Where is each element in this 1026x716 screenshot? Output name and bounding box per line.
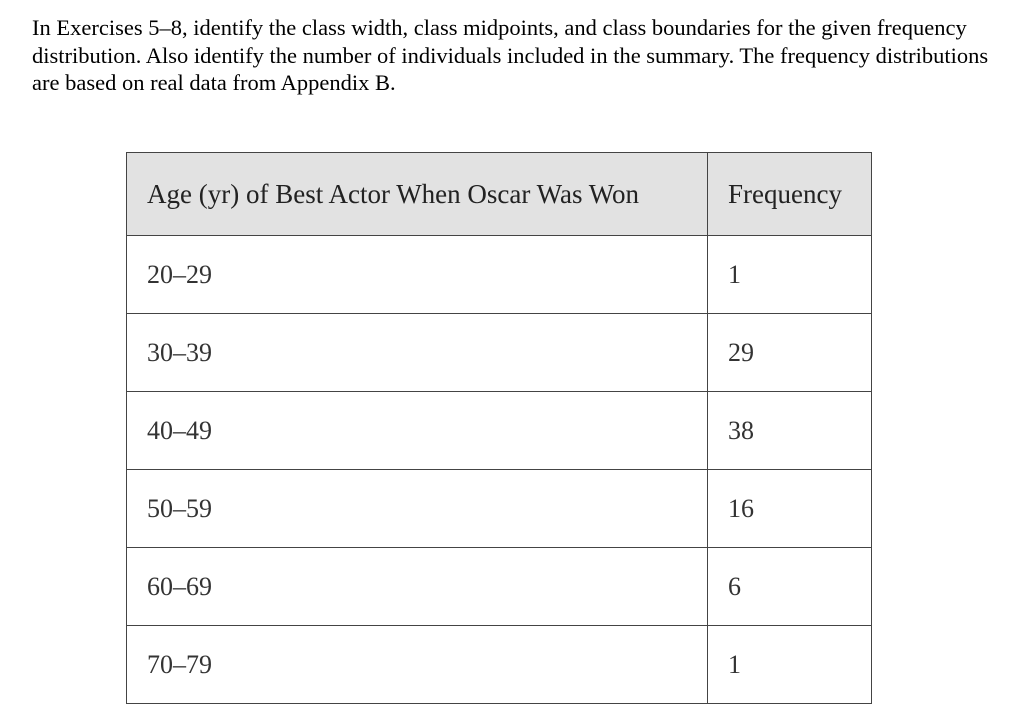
frequency-column-header: Frequency	[708, 153, 872, 236]
frequency-cell: 1	[708, 626, 872, 704]
age-class-cell: 20–29	[127, 236, 708, 314]
table-row	[127, 236, 872, 314]
age-class-cell: 30–39	[127, 314, 708, 392]
table-header-row	[127, 153, 872, 236]
frequency-cell: 1	[708, 236, 872, 314]
table-row	[127, 626, 872, 704]
frequency-cell: 6	[708, 548, 872, 626]
age-class-cell: 40–49	[127, 392, 708, 470]
age-class-cell: 70–79	[127, 626, 708, 704]
frequency-cell: 38	[708, 392, 872, 470]
table-row	[127, 470, 872, 548]
table-row	[127, 314, 872, 392]
table-row	[127, 392, 872, 470]
frequency-cell: 29	[708, 314, 872, 392]
table-row	[127, 548, 872, 626]
frequency-cell: 16	[708, 470, 872, 548]
age-class-cell: 60–69	[127, 548, 708, 626]
frequency-table	[126, 152, 872, 704]
exercise-instructions: In Exercises 5–8, identify the class width, class midpoints, and class boundaries for the given frequency distribution. Also identify the number of individuals included in the summary. The frequency distributions are based on real data from Appendix B.	[32, 15, 989, 95]
age-class-cell: 50–59	[127, 470, 708, 548]
age-column-header: Age (yr) of Best Actor When Oscar Was Won	[127, 153, 708, 236]
